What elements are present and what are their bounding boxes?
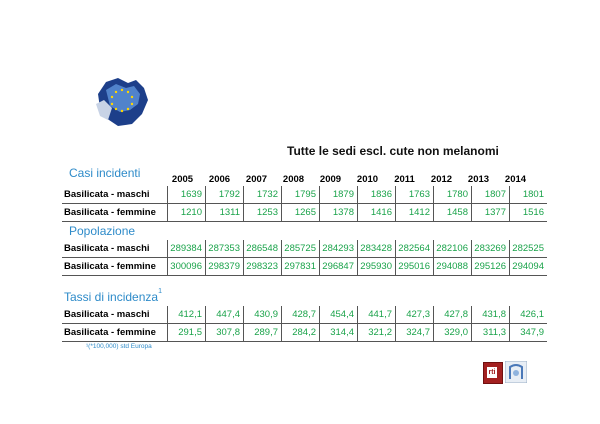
table-cell: 1378 <box>320 204 358 222</box>
table-cell: 1416 <box>358 204 396 222</box>
table-cell: 454,4 <box>320 306 358 324</box>
table-cell: 295016 <box>396 258 434 276</box>
section-label-popolazione: Popolazione <box>69 224 136 238</box>
table-cell: 300096 <box>168 258 206 276</box>
table-cell: 1795 <box>282 186 320 204</box>
year-header-cell: 2008 <box>282 174 305 185</box>
table-cell: 297831 <box>282 258 320 276</box>
badge-text: rti <box>488 369 496 376</box>
section-label-tassi <box>64 290 162 304</box>
table-cell: 324,7 <box>396 324 434 342</box>
table-row <box>62 258 547 276</box>
table-cell: 1780 <box>434 186 472 204</box>
table-popolazione <box>62 240 547 276</box>
table-cell: 430,9 <box>244 306 282 324</box>
year-header-cell: 2011 <box>394 174 415 185</box>
table-cell: 287353 <box>206 240 244 258</box>
footnote: ¹(*100,000) std Europa <box>86 343 152 350</box>
section-label-text: Tassi di incidenza <box>64 290 159 304</box>
table-cell: 284293 <box>320 240 358 258</box>
table-cell: 295126 <box>472 258 510 276</box>
year-header-cell: 2009 <box>319 174 342 185</box>
year-header-cell: 2012 <box>430 174 453 185</box>
row-label: Basilicata - maschi <box>62 186 168 204</box>
table-cell: 1732 <box>244 186 282 204</box>
table-cell: 428,7 <box>282 306 320 324</box>
institution-logo-icon <box>505 361 527 383</box>
table-cell: 1807 <box>472 186 510 204</box>
table-cell: 298379 <box>206 258 244 276</box>
table-cell: 431,8 <box>472 306 510 324</box>
table-cell: 291,5 <box>168 324 206 342</box>
basilicata-map-logo-icon <box>92 74 152 130</box>
table-cell: 1801 <box>510 186 548 204</box>
table-cell: 1792 <box>206 186 244 204</box>
table-cell: 314,4 <box>320 324 358 342</box>
table-cell: 1412 <box>396 204 434 222</box>
table-cell: 294088 <box>434 258 472 276</box>
row-label: Basilicata - femmine <box>62 204 168 222</box>
table-cell: 447,4 <box>206 306 244 324</box>
row-label: Basilicata - femmine <box>62 258 168 276</box>
year-header-cell: 2006 <box>208 174 231 185</box>
table-cell: 427,8 <box>434 306 472 324</box>
table-cell: 298323 <box>244 258 282 276</box>
table-cell: 282525 <box>510 240 548 258</box>
year-header-cell: 2007 <box>245 174 268 185</box>
table-cell: 329,0 <box>434 324 472 342</box>
table-cell: 285725 <box>282 240 320 258</box>
row-label: Basilicata - femmine <box>62 324 168 342</box>
table-cell: 1879 <box>320 186 358 204</box>
table-cell: 307,8 <box>206 324 244 342</box>
table-cell: 426,1 <box>510 306 548 324</box>
table-cell: 286548 <box>244 240 282 258</box>
table-cell: 289,7 <box>244 324 282 342</box>
table-cell: 296847 <box>320 258 358 276</box>
year-header-cell: 2014 <box>504 174 527 185</box>
table-tassi <box>62 306 547 342</box>
table-cell: 1210 <box>168 204 206 222</box>
table-cell: 283428 <box>358 240 396 258</box>
table-cell: 282106 <box>434 240 472 258</box>
registro-tumori-badge-icon <box>483 362 503 384</box>
year-header <box>164 174 534 185</box>
table-cell: 1265 <box>282 204 320 222</box>
table-cell: 1253 <box>244 204 282 222</box>
table-cell: 412,1 <box>168 306 206 324</box>
table-cell: 427,3 <box>396 306 434 324</box>
table-cell: 289384 <box>168 240 206 258</box>
row-label: Basilicata - maschi <box>62 306 168 324</box>
table-cell: 1311 <box>206 204 244 222</box>
table-cell: 1763 <box>396 186 434 204</box>
table-cell: 284,2 <box>282 324 320 342</box>
table-cell: 294094 <box>510 258 548 276</box>
table-cell: 295930 <box>358 258 396 276</box>
table-cell: 441,7 <box>358 306 396 324</box>
table-cell: 1836 <box>358 186 396 204</box>
table-row <box>62 324 547 342</box>
table-cell: 311,3 <box>472 324 510 342</box>
year-header-cell: 2013 <box>467 174 490 185</box>
section-label-casi: Casi incidenti <box>69 166 141 180</box>
table-row <box>62 186 547 204</box>
table-cell: 1377 <box>472 204 510 222</box>
table-row <box>62 306 547 324</box>
table-cell: 321,2 <box>358 324 396 342</box>
table-cell: 1458 <box>434 204 472 222</box>
year-header-cell: 2005 <box>171 174 194 185</box>
table-cell: 1516 <box>510 204 548 222</box>
row-label: Basilicata - maschi <box>62 240 168 258</box>
table-row <box>62 240 547 258</box>
year-header-cell: 2010 <box>356 174 379 185</box>
table-cell: 347,9 <box>510 324 548 342</box>
table-cell: 283269 <box>472 240 510 258</box>
table-cell: 1639 <box>168 186 206 204</box>
table-casi <box>62 186 547 222</box>
table-row <box>62 204 547 222</box>
page-title: Tutte le sedi escl. cute non melanomi <box>287 144 499 158</box>
table-cell: 282564 <box>396 240 434 258</box>
section-label-superscript: 1 <box>158 288 162 295</box>
